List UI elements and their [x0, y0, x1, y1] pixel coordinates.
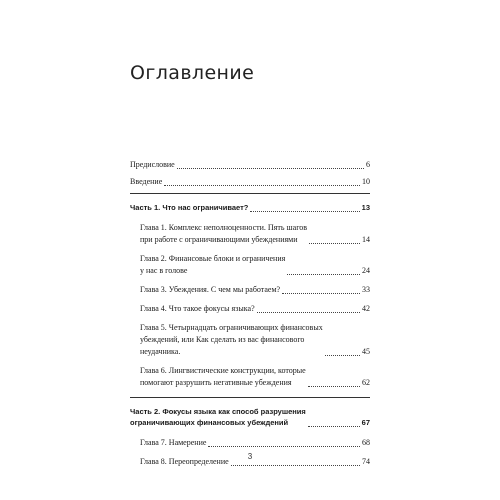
section-divider	[130, 397, 370, 398]
dot-leader	[164, 185, 360, 186]
toc-entry-text: Глава 8. Переопределение	[140, 456, 229, 466]
toc-page-number: 68	[362, 437, 370, 447]
dot-leader	[231, 465, 360, 466]
toc-entry-text: Введение	[130, 177, 163, 186]
toc-entry-chapter-1[interactable]	[130, 222, 370, 246]
toc-entry-text: Глава 4. Что такое фокусы языка?	[140, 303, 255, 313]
toc-entry-part-2[interactable]	[130, 406, 370, 429]
table-of-contents	[130, 159, 370, 468]
toc-entry-preface[interactable]	[130, 159, 370, 171]
toc-entry-chapter-6[interactable]	[130, 365, 370, 389]
toc-entry-text: Глава 2. Финансовые блоки и ограничения у нас в голове	[140, 253, 286, 275]
toc-entry-chapter-7[interactable]	[130, 437, 370, 449]
toc-page-number: 42	[362, 303, 370, 313]
page-title: Оглавление	[130, 62, 255, 84]
dot-leader	[308, 386, 360, 387]
toc-page-number: 74	[362, 456, 370, 466]
toc-entry-text: Глава 6. Лингвистические конструкции, которые помогают разрушить негативные убеждения	[140, 365, 306, 387]
toc-page-number: 45	[362, 346, 370, 356]
toc-page-number: 10	[362, 177, 370, 186]
toc-entry-chapter-5[interactable]	[130, 322, 370, 358]
toc-entry-text: Глава 1. Комплекс неполноценности. Пять шагов при работе с ограничивающими убеждениями	[140, 222, 308, 244]
dot-leader	[177, 168, 364, 169]
dot-leader	[325, 355, 360, 356]
toc-entry-text: Предисловие	[130, 160, 175, 169]
dot-leader	[308, 426, 360, 427]
toc-page-number: 14	[362, 234, 370, 244]
toc-page-number: 24	[362, 265, 370, 275]
dot-leader	[208, 446, 360, 447]
toc-entry-part-1[interactable]	[130, 202, 370, 214]
dot-leader	[257, 312, 360, 313]
toc-entry-text: Глава 7. Намерение	[140, 437, 207, 447]
toc-entry-intro[interactable]	[130, 176, 370, 188]
toc-page-number: 62	[362, 377, 370, 387]
toc-page-number: 6	[366, 160, 370, 169]
toc-page-number: 67	[361, 418, 370, 427]
toc-entry-text: Часть 2. Фокусы языка как способ разрушения ограничивающих финансовых убеждений	[130, 406, 306, 427]
toc-page-number: 13	[361, 203, 370, 212]
dot-leader	[282, 293, 360, 294]
page-number: 3	[247, 452, 253, 461]
section-divider	[130, 193, 370, 194]
toc-entry-chapter-4[interactable]	[130, 303, 370, 315]
toc-entry-text: Глава 5. Четырнадцать ограничивающих финансовых убеждений, или Как сделать из вас финансового неудачника.	[140, 322, 323, 356]
toc-entry-text: Глава 3. Убеждения. С чем мы работаем?	[140, 284, 281, 294]
toc-entry-text: Часть 1. Что нас ограничивает?	[130, 203, 249, 212]
toc-entry-chapter-2[interactable]	[130, 253, 370, 277]
dot-leader	[309, 243, 360, 244]
dot-leader	[250, 211, 359, 212]
toc-entry-chapter-3[interactable]	[130, 284, 370, 296]
dot-leader	[287, 274, 360, 275]
toc-page-number: 33	[362, 284, 370, 294]
